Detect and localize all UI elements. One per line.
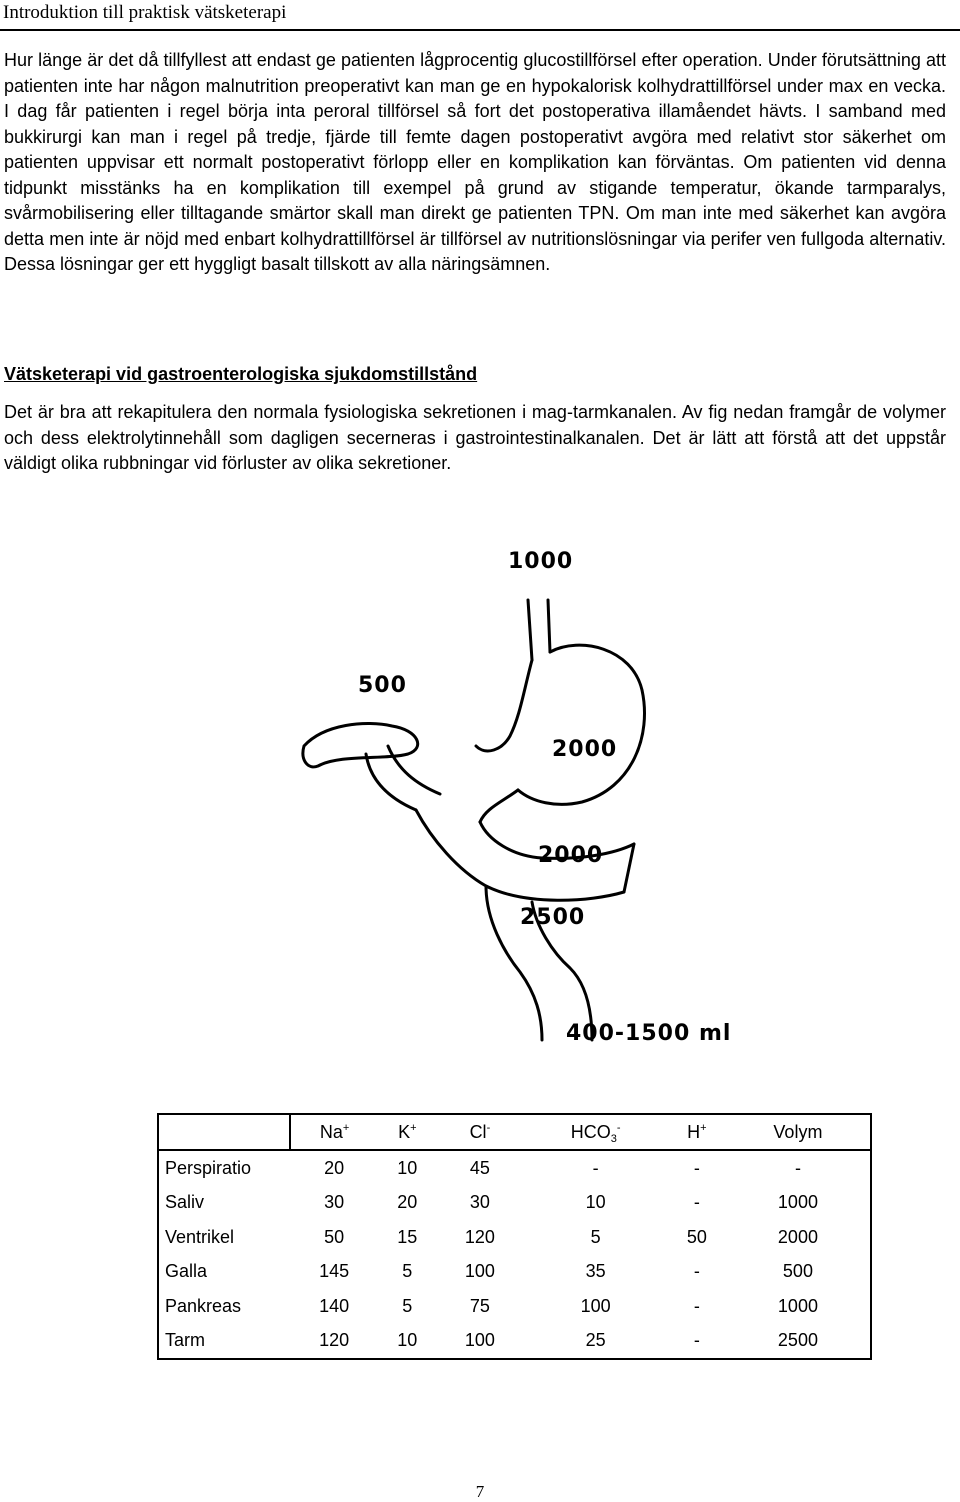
cell-k: 5 (402, 1295, 413, 1316)
col-header-cl: Cl- (436, 1114, 523, 1150)
cell-cl: 75 (469, 1295, 490, 1316)
cell-cl: 100 (464, 1261, 495, 1282)
cell-h: - (693, 1157, 700, 1178)
table-row (158, 1255, 871, 1290)
table-row (158, 1150, 871, 1186)
cell-k: 10 (397, 1330, 418, 1351)
cell-volym: 2000 (777, 1226, 818, 1247)
cell-na: 140 (319, 1295, 350, 1316)
col-header-k: K+ (378, 1114, 436, 1150)
cell-h: - (693, 1330, 700, 1351)
row-label: Saliv (165, 1192, 205, 1213)
cell-k: 15 (397, 1226, 418, 1247)
table-row (158, 1324, 871, 1360)
cell-volym: 2500 (777, 1330, 818, 1351)
electrolyte-table-wrap (157, 1113, 872, 1360)
section-heading: Vätsketerapi vid gastroenterologiska sjukdomstillstånd (4, 364, 478, 384)
cell-h: 50 (686, 1226, 707, 1247)
row-label: Galla (165, 1261, 208, 1282)
label-500: 500 (358, 673, 407, 698)
table-row (158, 1289, 871, 1324)
col-header-hco3: $HCO_3^-$ (523, 1114, 667, 1150)
cell-volym: 1000 (777, 1192, 818, 1213)
table-row (158, 1220, 871, 1255)
running-header: Introduktion till praktisk vätsketerapi (3, 2, 287, 23)
cell-cl: 100 (464, 1330, 495, 1351)
label-400-1500: 400-1500 ml (566, 1021, 732, 1046)
cell-volym: 1000 (777, 1295, 818, 1316)
gi-tract-drawing (280, 540, 740, 1050)
table-row (158, 1186, 871, 1221)
cell-hco3: 100 (580, 1295, 611, 1316)
col-header-na: Na+ (290, 1114, 378, 1150)
col-header-volym: Volym (726, 1114, 871, 1150)
cell-cl: 120 (464, 1226, 495, 1247)
table-corner-cell (158, 1114, 290, 1150)
paragraph-secretion: Det är bra att rekapitulera den normala fysiologiska sekretionen i mag-tarmkanalen. Av fig nedan framgår de volymer och dess elektrolytinnehåll som dagligen secerneras i gastrointestinalkanalen. Det är lätt att förstå att det uppstår väldigt olika rubbningar vid förluster av olika sekretioner. (4, 402, 946, 473)
page-number: 7 (475, 1482, 485, 1501)
cell-k: 20 (397, 1192, 418, 1213)
gi-tract-figure (280, 540, 740, 1050)
cell-volym: - (794, 1157, 801, 1178)
cell-h: - (693, 1192, 700, 1213)
cell-na: 50 (324, 1226, 345, 1247)
row-label: Ventrikel (165, 1226, 235, 1247)
electrolyte-table (157, 1113, 872, 1360)
label-1000: 1000 (508, 549, 574, 574)
cell-cl: 30 (469, 1192, 490, 1213)
label-2500: 2500 (520, 905, 586, 930)
paragraph-postoperative: Hur länge är det då tillfyllest att endast ge patienten lågprocentig glucostillförsel efter operation. Under förutsättning att patienten inte har någon malnutrition preoperativt kan man ge en hypokalorisk kolhydrattillförsel under max en vecka. I dag får patienten i regel börja inta peroral tillförsel så fort det postoperativa illamåendet hävts. I samband med bukkirurgi kan man i regel på tredje, fjärde till femte dagen postoperativt avgöra med relativt stor säkerhet om patienten uppvisar ett normalt postoperativt förlopp eller en komplikation kan förväntas. Om patienten vid denna tidpunkt misstänks ha en komplikation till exempel på grund av stigande temperatur, ökande tarmparalys, svårmobilisering eller tilltagande smärtor skall man direkt ge patienten TPN. Om man inte med säkerhet kan avgöra detta men inte är nöjd med enbart kolhydrattillförsel är tillförsel av nutritionslösningar via perifer ven fullgoda alternativ. Dessa lösningar ger ett hyggligt basalt tillskott av alla näringsämnen. (4, 50, 946, 274)
cell-volym: 500 (782, 1261, 813, 1282)
cell-hco3: 10 (585, 1192, 606, 1213)
cell-k: 10 (397, 1157, 418, 1178)
label-2000-mid: 2000 (538, 843, 604, 868)
col-header-h: H+ (668, 1114, 726, 1150)
header-rule (0, 29, 960, 31)
row-label: Tarm (165, 1330, 205, 1351)
label-2000-stomach: 2000 (552, 737, 618, 762)
cell-na: 145 (319, 1261, 350, 1282)
row-label: Perspiratio (165, 1157, 252, 1178)
cell-hco3: 5 (590, 1226, 601, 1247)
cell-h: - (693, 1295, 700, 1316)
cell-cl: 45 (469, 1157, 490, 1178)
cell-hco3: 35 (585, 1261, 606, 1282)
cell-na: 20 (324, 1157, 345, 1178)
cell-h: - (693, 1261, 700, 1282)
cell-na: 120 (319, 1330, 350, 1351)
cell-hco3: - (592, 1157, 599, 1178)
cell-na: 30 (324, 1192, 345, 1213)
table-header-row (158, 1114, 871, 1150)
cell-hco3: 25 (585, 1330, 606, 1351)
cell-k: 5 (402, 1261, 413, 1282)
row-label: Pankreas (165, 1295, 242, 1316)
